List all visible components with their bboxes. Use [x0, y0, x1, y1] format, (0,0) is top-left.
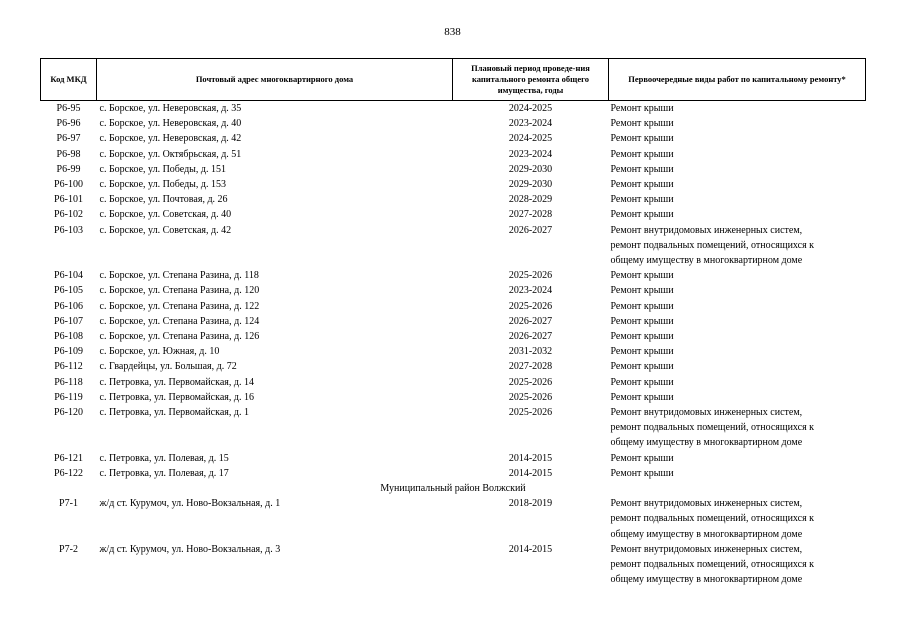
row-works — [609, 359, 866, 374]
row-address: с. Борское, ул. Октябрьская, д. 51 — [99, 148, 242, 160]
row-code: Р6-98 — [56, 148, 81, 160]
works-line: Ремонт крыши — [610, 315, 674, 327]
row-period: 2031-2032 — [508, 346, 553, 358]
row-period: 2023-2024 — [508, 285, 553, 297]
table-row — [41, 390, 866, 405]
table-row — [41, 314, 866, 329]
works-line: Ремонт крыши — [610, 331, 674, 343]
works-line: Ремонт крыши — [610, 270, 674, 282]
row-address: с. Борское, ул. Победы, д. 153 — [99, 179, 226, 191]
row-address: с. Петровка, ул. Первомайская, д. 14 — [99, 376, 254, 388]
works-line: Ремонт крыши — [610, 148, 674, 160]
row-address: с. Борское, ул. Неверовская, д. 42 — [99, 133, 242, 145]
works-line: Ремонт крыши — [610, 467, 674, 479]
row-period: 2014-2015 — [508, 543, 553, 555]
table-row — [41, 177, 866, 192]
row-works — [609, 451, 866, 466]
table-row — [41, 359, 866, 374]
header-works: Первоочередные виды работ по капитальному ремонту* — [609, 59, 866, 101]
row-code: Р6-120 — [54, 407, 83, 419]
works-line: Ремонт крыши — [610, 194, 674, 206]
row-works — [609, 283, 866, 298]
row-period: 2028-2029 — [508, 194, 553, 206]
row-period: 2026-2027 — [508, 331, 553, 343]
row-code: Р6-97 — [56, 133, 81, 145]
row-period: 2025-2026 — [508, 300, 553, 312]
works-line: Ремонт крыши — [610, 163, 674, 175]
works-line: Ремонт крыши — [610, 391, 674, 403]
row-address: с. Борское, ул. Советская, д. 40 — [99, 209, 232, 221]
row-address: с. Петровка, ул. Полевая, д. 15 — [99, 452, 229, 464]
capital-repair-table — [40, 58, 866, 588]
works-line: ремонт подвальных помещений, относящихся к — [610, 513, 815, 525]
row-address: с. Борское, ул. Степана Разина, д. 120 — [99, 285, 260, 297]
row-code: Р6-104 — [54, 270, 83, 282]
row-address: с. Борское, ул. Степана Разина, д. 126 — [99, 331, 260, 343]
row-works — [609, 162, 866, 177]
row-works — [609, 405, 866, 451]
row-code: Р6-109 — [54, 346, 83, 358]
row-period: 2025-2026 — [508, 407, 553, 419]
row-address: с. Петровка, ул. Первомайская, д. 16 — [99, 391, 254, 403]
table-row — [41, 405, 866, 451]
row-code: Р6-103 — [54, 224, 83, 236]
row-code: Р6-112 — [54, 361, 83, 373]
works-line: Ремонт крыши — [610, 209, 674, 221]
row-period: 2026-2027 — [508, 224, 553, 236]
row-address: с. Борское, ул. Неверовская, д. 35 — [99, 103, 242, 114]
row-code: Р6-99 — [56, 163, 81, 175]
row-code: Р6-118 — [54, 376, 83, 388]
works-line: Ремонт крыши — [610, 300, 674, 312]
row-period: 2025-2026 — [508, 391, 553, 403]
table-row — [41, 496, 866, 542]
table-row — [41, 451, 866, 466]
row-code: Р6-106 — [54, 300, 83, 312]
row-address: с. Борское, ул. Советская, д. 42 — [99, 224, 232, 236]
table-row — [41, 268, 866, 283]
row-code: Р6-96 — [56, 118, 81, 130]
row-works — [609, 375, 866, 390]
table-row — [41, 207, 866, 222]
works-line: Ремонт внутридомовых инженерных систем, — [610, 543, 803, 555]
works-line: Ремонт крыши — [610, 452, 674, 464]
row-code: Р6-102 — [54, 209, 83, 221]
works-line: ремонт подвальных помещений, относящихся к — [610, 559, 815, 571]
row-address: ж/д ст. Курумоч, ул. Ново-Вокзальная, д. 3 — [99, 543, 281, 555]
table-row — [41, 375, 866, 390]
row-address: с. Борское, ул. Степана Разина, д. 124 — [99, 315, 260, 327]
row-code: Р7-2 — [59, 543, 78, 555]
table-row — [41, 283, 866, 298]
works-line: ремонт подвальных помещений, относящихся к — [610, 239, 815, 251]
row-code: Р6-101 — [54, 194, 83, 206]
row-works — [609, 299, 866, 314]
row-works — [609, 147, 866, 162]
row-works — [609, 329, 866, 344]
table-row — [41, 344, 866, 359]
row-works — [609, 131, 866, 146]
row-period: 2029-2030 — [508, 163, 553, 175]
works-line: общему имуществу в многоквартирном доме — [610, 255, 803, 267]
row-works — [609, 223, 866, 269]
row-code: Р6-100 — [54, 179, 83, 191]
row-code: Р6-107 — [54, 315, 83, 327]
section-heading: Муниципальный район Волжский — [380, 483, 526, 495]
header-address: Почтовый адрес многоквартирного дома — [97, 59, 453, 101]
row-period: 2014-2015 — [508, 467, 553, 479]
works-line: Ремонт крыши — [610, 133, 674, 145]
row-works — [609, 542, 866, 588]
table-header-row — [41, 59, 866, 101]
table-row — [41, 147, 866, 162]
works-line: ремонт подвальных помещений, относящихся к — [610, 422, 815, 434]
page-number: 838 — [444, 26, 461, 38]
works-line: Ремонт крыши — [610, 118, 674, 130]
header-period: Плановый период проведе-ния капитального ремонта общего имущества, годы — [453, 59, 609, 101]
row-period: 2024-2025 — [508, 133, 553, 145]
row-address: с. Борское, ул. Почтовая, д. 26 — [99, 194, 228, 206]
works-line: общему имуществу в многоквартирном доме — [610, 528, 803, 540]
works-line: Ремонт крыши — [610, 103, 674, 114]
row-works — [609, 101, 866, 117]
header-code: Код МКД — [41, 59, 97, 101]
row-code: Р6-105 — [54, 285, 83, 297]
works-line: Ремонт крыши — [610, 179, 674, 191]
works-line: Ремонт крыши — [610, 346, 674, 358]
row-period: 2025-2026 — [508, 270, 553, 282]
row-period: 2023-2024 — [508, 148, 553, 160]
table-row — [41, 299, 866, 314]
row-address: с. Петровка, ул. Первомайская, д. 1 — [99, 407, 249, 419]
row-period: 2024-2025 — [508, 103, 553, 114]
row-address: с. Борское, ул. Южная, д. 10 — [99, 346, 220, 358]
table-row — [41, 223, 866, 269]
row-period: 2023-2024 — [508, 118, 553, 130]
row-period: 2026-2027 — [508, 315, 553, 327]
row-works — [609, 177, 866, 192]
table-row — [41, 101, 866, 117]
works-line: общему имуществу в многоквартирном доме — [610, 437, 803, 449]
row-works — [609, 314, 866, 329]
table-row — [41, 116, 866, 131]
works-line: Ремонт внутридомовых инженерных систем, — [610, 498, 803, 510]
row-period: 2018-2019 — [508, 498, 553, 510]
row-code: Р6-119 — [54, 391, 83, 403]
row-works — [609, 192, 866, 207]
works-line: Ремонт крыши — [610, 376, 674, 388]
row-works — [609, 116, 866, 131]
row-code: Р7-1 — [59, 498, 78, 510]
row-address: ж/д ст. Курумоч, ул. Ново-Вокзальная, д. 1 — [99, 498, 281, 510]
works-line: общему имуществу в многоквартирном доме — [610, 574, 803, 586]
row-period: 2027-2028 — [508, 209, 553, 221]
row-code: Р6-108 — [54, 331, 83, 343]
row-works — [609, 268, 866, 283]
works-line: Ремонт внутридомовых инженерных систем, — [610, 407, 803, 419]
section-row — [41, 481, 866, 496]
row-period: 2027-2028 — [508, 361, 553, 373]
row-works — [609, 466, 866, 481]
row-period: 2029-2030 — [508, 179, 553, 191]
row-works — [609, 390, 866, 405]
row-address: с. Борское, ул. Неверовская, д. 40 — [99, 118, 242, 130]
table-body — [41, 101, 866, 588]
row-code: Р6-122 — [54, 467, 83, 479]
works-line: Ремонт крыши — [610, 361, 674, 373]
works-line: Ремонт крыши — [610, 285, 674, 297]
table-row — [41, 192, 866, 207]
row-period: 2025-2026 — [508, 376, 553, 388]
row-address: с. Гвардейцы, ул. Большая, д. 72 — [99, 361, 237, 373]
row-works — [609, 207, 866, 222]
row-address: с. Петровка, ул. Полевая, д. 17 — [99, 467, 229, 479]
row-address: с. Борское, ул. Победы, д. 151 — [99, 163, 226, 175]
table-row — [41, 131, 866, 146]
row-period: 2014-2015 — [508, 452, 553, 464]
row-address: с. Борское, ул. Степана Разина, д. 122 — [99, 300, 260, 312]
row-code: Р6-121 — [54, 452, 83, 464]
row-address: с. Борское, ул. Степана Разина, д. 118 — [99, 270, 259, 282]
works-line: Ремонт внутридомовых инженерных систем, — [610, 224, 803, 236]
table-row — [41, 466, 866, 481]
row-code: Р6-95 — [56, 103, 81, 114]
table-row — [41, 329, 866, 344]
table-row — [41, 542, 866, 588]
table-row — [41, 162, 866, 177]
row-works — [609, 496, 866, 542]
row-works — [609, 344, 866, 359]
